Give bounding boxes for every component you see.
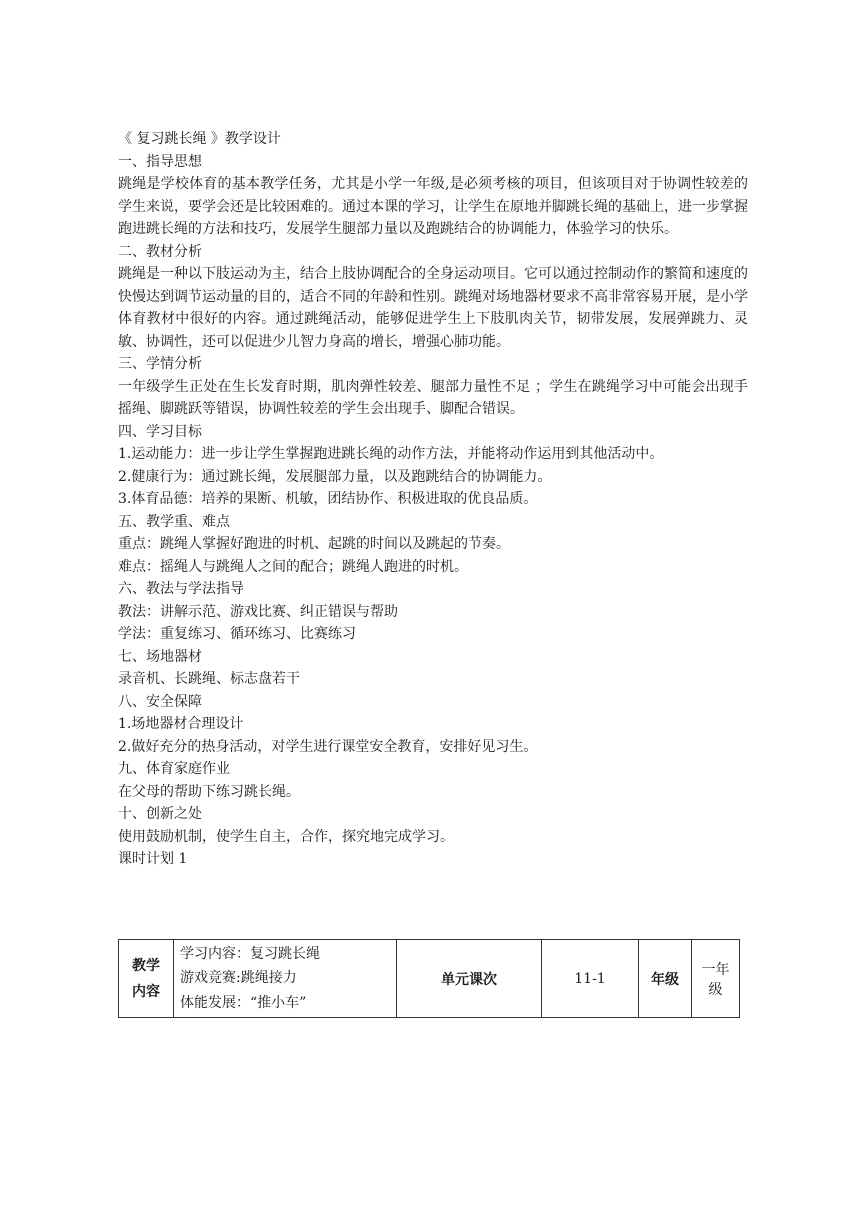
teaching-content-header — [119, 940, 174, 1018]
section-line: 难点：摇绳人与跳绳人之间的配合；跳绳人跑进的时机。 — [118, 558, 468, 575]
grade-header: 年级 — [639, 940, 692, 1018]
header-line: 内容 — [132, 983, 160, 1000]
section-line: 1.场地器材合理设计 — [118, 716, 244, 732]
section-heading: 七、场地器材 — [118, 648, 202, 665]
section-heading: 五、教学重、难点 — [118, 513, 230, 530]
section-line: 2.做好充分的热身活动，对学生进行课堂安全教育，安排好见习生。 — [118, 738, 538, 755]
content-line: 游戏竞赛:跳绳接力 — [180, 970, 297, 987]
table-row — [119, 940, 740, 1018]
lesson-plan-table — [118, 939, 740, 1018]
section-heading: 四、学习目标 — [118, 423, 202, 440]
unit-lesson-header: 单元课次 — [397, 940, 542, 1018]
header-line: 教学 — [132, 957, 160, 974]
section-heading: 六、教法与学法指导 — [118, 581, 244, 597]
section-line: 在父母的帮助下练习跳长绳。 — [118, 783, 300, 800]
unit-lesson-value: 11-1 — [542, 940, 639, 1018]
content-line: 学习内容：复习跳长绳 — [180, 945, 320, 962]
content-line: 体能发展：“推小车” — [180, 994, 307, 1011]
section-heading: 三、学情分析 — [118, 356, 202, 372]
section-paragraph: 跳绳是学校体育的基本教学任务，尤其是小学一年级,是必须考核的项目，但该项目对于协调性较差的学生来说，要学会还是比较困难的。通过本课的学习，让学生在原地并脚跳长绳的基础上，进一步掌握跑进跳长绳的方法和技巧，发展学生腿部力量以及跑跳结合的协调能力，体验学习的快乐。 — [118, 176, 748, 237]
section-line: 学法：重复练习、循环练习、比赛练习 — [118, 626, 356, 642]
grade-value: 一年级 — [692, 940, 740, 1018]
section-line: 1.运动能力：进一步让学生掌握跑进跳长绳的动作方法，并能将动作运用到其他活动中。 — [118, 446, 664, 462]
section-heading: 九、体育家庭作业 — [118, 761, 230, 777]
section-heading: 一、指导思想 — [118, 153, 202, 170]
section-line: 2.健康行为：通过跳长绳，发展腿部力量，以及跑跳结合的协调能力。 — [118, 468, 552, 485]
plan-label: 课时计划 1 — [118, 851, 188, 867]
section-heading: 八、安全保障 — [118, 693, 202, 710]
lesson-content-cell — [174, 940, 397, 1018]
section-heading: 十、创新之处 — [118, 806, 202, 822]
section-line: 重点：跳绳人掌握好跑进的时机、起跳的时间以及跳起的节奏。 — [118, 536, 510, 552]
document-body — [118, 128, 748, 871]
section-line: 使用鼓励机制，使学生自主，合作，探究地完成学习。 — [118, 828, 454, 845]
document-title: 《 复习跳长绳 》教学设计 — [118, 131, 281, 147]
section-line: 教法：讲解示范、游戏比赛、纠正错误与帮助 — [118, 603, 398, 620]
section-line: 录音机、长跳绳、标志盘若干 — [118, 671, 300, 687]
section-paragraph: 一年级学生正处在生长发育时期，肌肉弹性较差、腿部力量性不足 ；学生在跳绳学习中可能会出现手摇绳、脚跳跃等错误，协调性较差的学生会出现手、脚配合错误。 — [118, 378, 748, 417]
section-paragraph: 跳绳是一种以下肢运动为主，结合上肢协调配合的全身运动项目。它可以通过控制动作的繁简和速度的快慢达到调节运动量的目的，适合不同的年龄和性别。跳绳对场地器材要求不高非常容易开展，是小学体育教材中很好的内容。通过跳绳活动，能够促进学生上下肢肌肉关节，韧带发展，发展弹跳力、灵敏、协调性，还可以促进少儿智力身高的增长，增强心肺功能。 — [118, 266, 748, 350]
section-heading: 二、教材分析 — [118, 243, 202, 260]
section-line: 3.体育品德：培养的果断、机敏，团结协作、积极进取的优良品质。 — [118, 491, 538, 507]
